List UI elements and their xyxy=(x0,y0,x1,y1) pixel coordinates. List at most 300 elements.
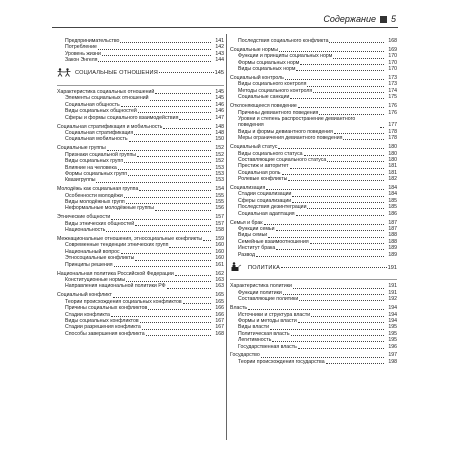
entry-title: Формы социальных норм xyxy=(238,59,300,66)
entry-page-number: 165 xyxy=(215,292,224,299)
entry-title: Признаки социальной группы xyxy=(65,151,137,158)
dot-leader xyxy=(138,112,211,113)
toc-group xyxy=(57,145,224,183)
dot-leader xyxy=(285,79,384,80)
toc-group xyxy=(57,38,224,64)
dot-leader xyxy=(179,119,211,120)
dot-leader xyxy=(298,322,384,323)
dot-leader xyxy=(121,106,211,107)
dot-leader xyxy=(296,70,384,71)
dot-leader xyxy=(313,92,384,93)
entry-page-number: 176 xyxy=(388,109,397,116)
page-number: 5 xyxy=(390,14,396,24)
entry-title: Виды молодёжных групп xyxy=(65,199,125,206)
entry-title: Государственная власть xyxy=(238,343,297,350)
dot-leader xyxy=(169,247,211,248)
people-icon xyxy=(57,68,75,79)
entry-title: Функции политики xyxy=(238,289,282,296)
entry-page-number: 150 xyxy=(215,136,224,143)
toc-group xyxy=(230,144,397,182)
section-page-number: 191 xyxy=(387,264,397,271)
entry-title: Власть xyxy=(230,305,248,312)
dot-leader xyxy=(128,175,211,176)
dot-leader xyxy=(288,180,384,181)
entry-title: Семья и брак xyxy=(230,219,263,226)
dot-leader xyxy=(290,98,384,99)
dot-leader xyxy=(134,134,211,135)
entry-page-number: 195 xyxy=(388,330,397,337)
entry-title: Виды социальных общностей xyxy=(65,108,137,115)
entry-title: Составляющие социального статуса xyxy=(238,156,327,163)
dot-leader xyxy=(121,253,211,254)
dot-leader xyxy=(135,225,211,226)
dot-leader xyxy=(292,196,384,197)
dot-leader xyxy=(319,114,384,115)
toc-group xyxy=(57,292,224,337)
dot-leader xyxy=(281,267,387,268)
dot-leader xyxy=(139,190,211,191)
entry-page-number: 163 xyxy=(215,283,224,290)
entry-page-number: 194 xyxy=(388,317,397,324)
toc-subentry xyxy=(57,57,224,63)
entry-title: Принципы решения xyxy=(65,261,113,268)
dot-leader xyxy=(261,357,384,358)
dot-leader xyxy=(124,197,211,198)
entry-title: Последствия социального конфликта xyxy=(238,38,329,44)
entry-page-number: 189 xyxy=(388,251,397,258)
toc-subentry xyxy=(57,283,224,289)
dot-leader xyxy=(150,100,211,101)
entry-page-number: 160 xyxy=(215,255,224,262)
entry-title: Ролевые конфликты xyxy=(238,176,288,183)
entry-title: Национальная политика Российской Федерации xyxy=(57,270,174,277)
entry-title: Формы социальных групп xyxy=(65,170,128,177)
section-rule xyxy=(230,279,397,280)
entry-title: Источники и структура власти xyxy=(238,311,311,318)
entry-title: Легитимность xyxy=(238,337,272,344)
section-rule xyxy=(57,85,224,86)
entry-page-number: 182 xyxy=(388,176,397,183)
toc-group xyxy=(57,214,224,233)
entry-page-number: 163 xyxy=(215,277,224,283)
entry-title: Виды этнических общностей xyxy=(65,220,135,227)
entry-page-number: 185 xyxy=(388,197,397,204)
dot-leader xyxy=(96,182,211,183)
entry-page-number: 178 xyxy=(388,128,397,135)
entry-title: Функции и принципы социальных норм xyxy=(238,53,333,60)
entry-page-number: 174 xyxy=(388,87,397,94)
dot-leader xyxy=(167,288,211,289)
entry-title: Современные тенденции этнических групп xyxy=(65,242,169,249)
dot-leader xyxy=(140,322,211,323)
entry-title: Способы завершения конфликта xyxy=(65,330,145,337)
entry-title: Сферы социализации xyxy=(238,197,292,204)
entry-page-number: 170 xyxy=(388,53,397,60)
entry-page-number: 155 xyxy=(215,192,224,199)
dot-leader xyxy=(276,230,384,231)
dot-leader xyxy=(114,266,211,267)
entry-title: Социальная общность xyxy=(65,101,120,108)
entry-title: Теории происхождения социальных конфликтов xyxy=(65,298,182,305)
entry-title: Национальный вопрос xyxy=(65,248,120,255)
column-divider xyxy=(226,34,227,440)
toc-subentry xyxy=(230,38,397,44)
entry-title: Стадии конфликта xyxy=(65,311,110,318)
entry-title: Формы и методы власти xyxy=(238,317,297,324)
entry-title: Социальные группы xyxy=(57,145,106,152)
entry-title: Политическая власть xyxy=(238,330,290,337)
entry-title: Институт брака xyxy=(238,245,276,252)
entry-title: Этносоциальные конфликты xyxy=(65,255,135,262)
entry-title: Теории происхождения государства xyxy=(238,358,325,365)
entry-page-number: 169 xyxy=(388,46,397,53)
dot-leader xyxy=(296,215,384,216)
entry-title: Развод xyxy=(238,251,255,258)
toc-subentry xyxy=(230,66,397,72)
toc-group xyxy=(230,103,397,141)
entry-title: Национальность xyxy=(65,227,106,234)
dot-leader xyxy=(264,224,384,225)
dot-leader xyxy=(283,294,384,295)
entry-page-number: 148 xyxy=(215,123,224,130)
entry-page-number: 162 xyxy=(215,270,224,277)
entry-title: Уровень жизни xyxy=(65,50,101,57)
entry-title: Виды социальных конфликтов xyxy=(65,317,139,324)
entry-title: Особенности молодёжи xyxy=(65,192,123,199)
dot-leader xyxy=(146,335,211,336)
entry-page-number: 145 xyxy=(215,89,224,96)
dot-leader xyxy=(111,219,211,220)
entry-page-number: 152 xyxy=(215,158,224,165)
entry-page-number: 175 xyxy=(388,94,397,101)
dot-leader xyxy=(299,300,384,301)
entry-title: Престиж и авторитет xyxy=(238,163,289,170)
toc-subentry xyxy=(230,135,397,141)
dot-leader xyxy=(343,139,384,140)
header-title: Содержание xyxy=(323,14,376,24)
entry-title: Отклоняющееся поведение xyxy=(230,103,297,110)
entry-page-number: 181 xyxy=(388,169,397,176)
running-header xyxy=(323,14,396,24)
entry-page-number: 191 xyxy=(388,283,397,290)
entry-page-number: 185 xyxy=(388,204,397,211)
toc-group xyxy=(230,352,397,365)
entry-page-number: 141 xyxy=(215,38,224,44)
square-marker-icon xyxy=(380,16,387,23)
entry-title: Характеристика политики xyxy=(230,283,292,290)
entry-title: Виды семьи xyxy=(238,232,268,239)
entry-page-number: 191 xyxy=(388,289,397,296)
entry-page-number: 166 xyxy=(215,311,224,318)
toc-subentry xyxy=(230,252,397,258)
entry-page-number: 194 xyxy=(388,305,397,312)
entry-title: Виды власти xyxy=(238,324,269,331)
entry-title: Социальный статус xyxy=(230,144,278,151)
entry-page-number: 158 xyxy=(215,227,224,234)
dot-leader xyxy=(203,240,211,241)
dot-leader xyxy=(310,243,384,244)
entry-page-number: 167 xyxy=(215,317,224,324)
entry-page-number: 194 xyxy=(388,311,397,318)
entry-page-number: 160 xyxy=(215,248,224,255)
toc-subentry xyxy=(57,262,224,268)
entry-title: Элементы социальных отношений xyxy=(65,95,149,102)
entry-title: Социальная адаптация xyxy=(238,210,295,217)
entry-page-number: 180 xyxy=(388,144,397,151)
dot-leader xyxy=(98,49,211,50)
entry-page-number: 192 xyxy=(388,296,397,303)
toc-group xyxy=(57,186,224,212)
dot-leader xyxy=(298,348,384,349)
entry-page-number: 186 xyxy=(388,210,397,217)
toc-section-heading xyxy=(230,262,397,273)
entry-page-number: 144 xyxy=(215,57,224,64)
dot-leader xyxy=(326,363,384,364)
toc-group xyxy=(57,271,224,290)
podium-icon xyxy=(230,262,248,273)
toc-subentry xyxy=(230,359,397,365)
toc-group xyxy=(230,47,397,73)
toc-subentry xyxy=(57,205,224,211)
entry-page-number: 198 xyxy=(388,358,397,365)
entry-page-number: 161 xyxy=(215,261,224,268)
dot-leader xyxy=(282,174,384,175)
section-page-number: 145 xyxy=(214,70,224,77)
dot-leader xyxy=(291,335,384,336)
dot-leader xyxy=(102,55,211,56)
entry-page-number: 187 xyxy=(388,225,397,232)
entry-title: Уровни и степень распространение девиантного поведения xyxy=(238,115,356,129)
entry-page-number: 160 xyxy=(215,242,224,249)
entry-title: Предпринимательство xyxy=(65,38,120,44)
entry-page-number: 146 xyxy=(215,101,224,108)
entry-title: Методы социального контроля xyxy=(238,87,313,94)
dot-leader xyxy=(307,86,384,87)
entry-title: Молодёжь как социальная группа xyxy=(57,186,139,193)
entry-title: Социальная стратификация и мобильность xyxy=(57,123,163,130)
entry-title: Виды социального контроля xyxy=(238,81,307,88)
entry-page-number: 142 xyxy=(215,44,224,51)
dot-leader xyxy=(163,128,211,129)
toc-subentry xyxy=(57,227,224,233)
entry-page-number: 188 xyxy=(388,238,397,245)
entry-page-number: 184 xyxy=(388,191,397,198)
entry-title: Виды социального статуса xyxy=(238,150,303,157)
entry-page-number: 147 xyxy=(215,114,224,121)
entry-page-number: 167 xyxy=(215,324,224,331)
dot-leader xyxy=(329,42,384,43)
entry-page-number: 159 xyxy=(215,236,224,243)
entry-title: Неформальные молодёжные группы xyxy=(65,205,154,212)
section-name: ПОЛИТИКА xyxy=(248,264,281,271)
entry-title: Социализация xyxy=(230,185,266,192)
toc-group xyxy=(57,236,224,268)
dot-leader xyxy=(292,202,384,203)
entry-page-number: 181 xyxy=(388,163,397,170)
dot-leader xyxy=(113,297,211,298)
toc-right-column xyxy=(230,38,397,368)
entry-page-number: 176 xyxy=(388,103,397,110)
dot-leader xyxy=(334,133,384,134)
entry-page-number: 148 xyxy=(215,129,224,136)
dot-leader xyxy=(124,162,211,163)
entry-page-number: 187 xyxy=(388,219,397,226)
entry-title: Причины социальных конфликтов xyxy=(65,305,148,312)
toc-group xyxy=(230,38,397,44)
toc-subentry xyxy=(57,331,224,337)
entry-page-number: 152 xyxy=(215,151,224,158)
entry-page-number: 189 xyxy=(388,245,397,252)
toc-subentry xyxy=(57,177,224,183)
dot-leader xyxy=(333,58,384,59)
entry-title: Направления национальной политики РФ xyxy=(65,283,166,290)
entry-page-number: 195 xyxy=(388,337,397,344)
dot-leader xyxy=(107,150,211,151)
toc-group xyxy=(230,220,397,258)
entry-page-number: 145 xyxy=(215,95,224,102)
entry-title: Социальная роль xyxy=(238,169,281,176)
dot-leader xyxy=(175,275,211,276)
entry-title: Функции семьи xyxy=(238,225,275,232)
entry-page-number: 178 xyxy=(388,135,397,142)
entry-page-number: 180 xyxy=(388,156,397,163)
toc-left-column xyxy=(57,38,224,340)
entry-title: Этнические общности xyxy=(57,214,111,221)
dot-leader xyxy=(276,249,384,250)
toc-subentry xyxy=(230,211,397,217)
toc-group xyxy=(57,89,224,121)
entry-title: Виды социальных групп xyxy=(65,158,124,165)
entry-page-number: 157 xyxy=(215,220,224,227)
entry-title: Квазигруппы xyxy=(65,177,96,184)
entry-page-number: 173 xyxy=(388,81,397,88)
entry-title: Характеристика социальных отношений xyxy=(57,89,155,96)
dot-leader xyxy=(106,231,211,232)
dot-leader xyxy=(183,303,211,304)
dot-leader xyxy=(126,203,211,204)
dot-leader xyxy=(270,329,384,330)
entry-page-number: 170 xyxy=(388,59,397,66)
dot-leader xyxy=(268,237,384,238)
dot-leader xyxy=(98,61,211,62)
toc-section-heading xyxy=(57,68,224,79)
dot-leader xyxy=(293,288,384,289)
entry-page-number: 168 xyxy=(388,38,397,44)
header-rule xyxy=(52,27,398,28)
entry-title: Влияние на человека xyxy=(65,164,117,171)
entry-title: Государство xyxy=(230,352,260,359)
entry-page-number: 177 xyxy=(388,122,397,129)
entry-title: Стадии разрешения конфликта xyxy=(65,324,141,331)
toc-group xyxy=(57,124,224,143)
toc-subentry xyxy=(57,136,224,142)
entry-page-number: 165 xyxy=(215,298,224,305)
entry-title: Межнациональные отношения, этносоциальные конфликты xyxy=(57,236,203,243)
entry-page-number: 143 xyxy=(215,50,224,57)
dot-leader xyxy=(266,189,384,190)
dot-leader xyxy=(120,42,211,43)
entry-title: Сферы и формы социального взаимодействия xyxy=(65,114,179,121)
entry-page-number: 195 xyxy=(388,324,397,331)
dot-leader xyxy=(129,141,211,142)
dot-leader xyxy=(256,256,384,257)
entry-page-number: 196 xyxy=(388,343,397,350)
entry-title: Социальная стратификация xyxy=(65,129,134,136)
entry-page-number: 153 xyxy=(215,177,224,184)
dot-leader xyxy=(248,309,384,310)
toc-group xyxy=(230,75,397,101)
entry-page-number: 166 xyxy=(215,305,224,312)
entry-title: Социальные нормы xyxy=(230,46,278,53)
entry-title: Стадии социализации xyxy=(238,191,292,198)
entry-title: Меры ограничения девиантного поведения xyxy=(238,135,343,142)
entry-title: Социальный конфликт xyxy=(57,292,112,299)
toc-subentry xyxy=(230,116,397,129)
section-name: СОЦИАЛЬНЫЕ ОТНОШЕНИЯ xyxy=(75,70,159,77)
dot-leader xyxy=(118,169,211,170)
entry-title: Закон Энгеля xyxy=(65,57,98,64)
entry-page-number: 154 xyxy=(215,186,224,193)
entry-page-number: 146 xyxy=(215,108,224,115)
entry-title: Виды и формы девиантного поведения xyxy=(238,128,333,135)
entry-page-number: 152 xyxy=(215,145,224,152)
entry-title: Виды социальных норм xyxy=(238,66,296,73)
entry-title: Последствия дезинтеграции xyxy=(238,204,307,211)
entry-page-number: 155 xyxy=(215,199,224,206)
entry-page-number: 168 xyxy=(215,330,224,337)
dot-leader xyxy=(298,107,384,108)
dot-leader xyxy=(278,148,384,149)
entry-title: Социальная мобильность xyxy=(65,136,128,143)
entry-title: Социальные санкции xyxy=(238,94,290,101)
dot-leader xyxy=(300,64,384,65)
dot-leader xyxy=(135,260,211,261)
toc-group xyxy=(230,185,397,217)
entry-page-number: 184 xyxy=(388,185,397,192)
dot-leader xyxy=(272,341,384,342)
toc-group xyxy=(230,283,397,302)
entry-page-number: 153 xyxy=(215,164,224,171)
entry-page-number: 180 xyxy=(388,150,397,157)
dot-leader xyxy=(155,93,211,94)
dot-leader xyxy=(148,309,211,310)
toc-subentry xyxy=(230,176,397,182)
entry-page-number: 173 xyxy=(388,75,397,82)
entry-title: Социальный контроль xyxy=(230,75,284,82)
entry-title: Составляющие политики xyxy=(238,296,299,303)
dot-leader xyxy=(380,127,384,128)
dot-leader xyxy=(290,168,384,169)
entry-page-number: 153 xyxy=(215,170,224,177)
dot-leader xyxy=(279,51,384,52)
entry-page-number: 197 xyxy=(388,352,397,359)
dot-leader xyxy=(159,72,214,73)
toc-subentry xyxy=(230,344,397,350)
entry-page-number: 188 xyxy=(388,232,397,239)
dot-leader xyxy=(142,329,211,330)
dot-leader xyxy=(327,161,384,162)
dot-leader xyxy=(111,316,211,317)
toc-subentry xyxy=(230,94,397,100)
entry-title: Семейные взаимоотношения xyxy=(238,238,309,245)
dot-leader xyxy=(307,208,384,209)
entry-title: Потребление xyxy=(65,44,97,51)
entry-page-number: 157 xyxy=(215,214,224,221)
dot-leader xyxy=(304,155,384,156)
entry-title: Причины девиантного поведения xyxy=(238,109,319,116)
entry-title: Конституционные нормы xyxy=(65,277,126,283)
dot-leader xyxy=(311,316,384,317)
